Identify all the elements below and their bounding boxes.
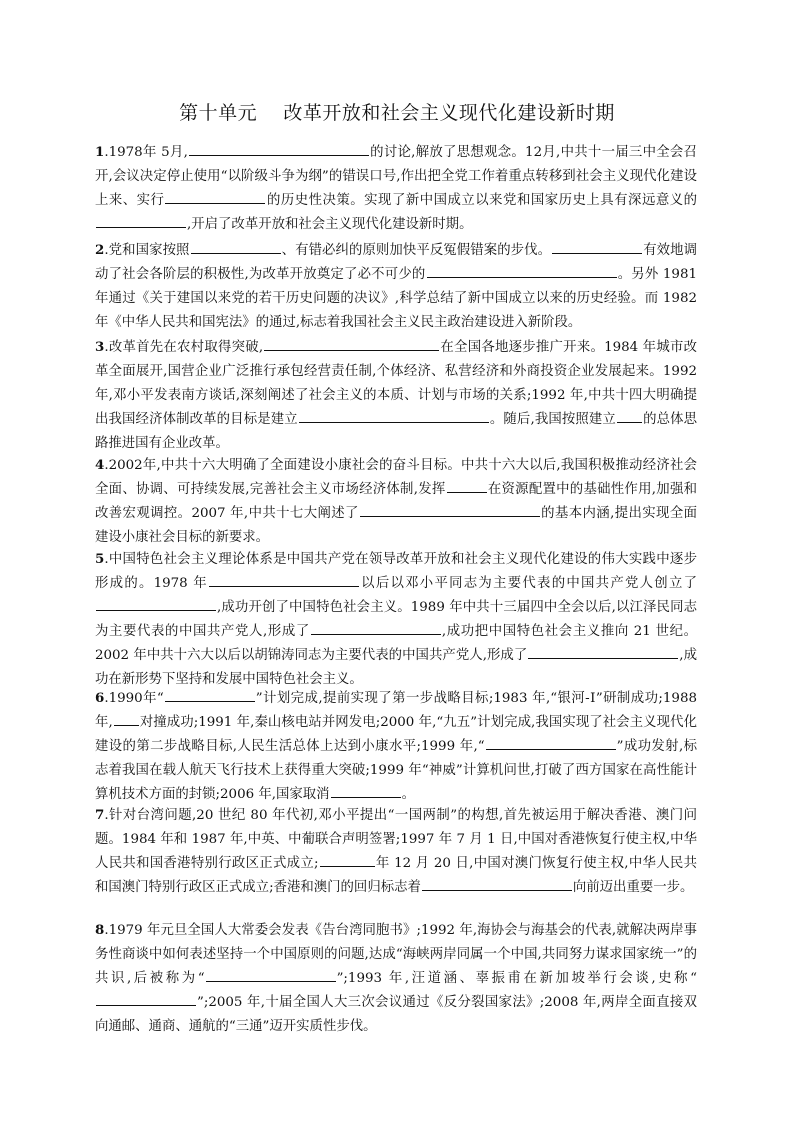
question-number: 6 (95, 690, 105, 706)
question-text: .针对台湾问题,20 世纪 80 年代初,邓小平提出“一国两制”的构想,首先被运用于解决香港、澳门问题。1984 年和 1987 年,中英、中葡联合声明签署;1997 年 7 月 1 日,中国对香港恢复行使主权,中华人民共和国香港特别行政区正式成立; (95, 808, 697, 871)
answer-blank[interactable] (427, 263, 617, 278)
page-title: 第十单元 改革开放和社会主义现代化建设新时期 (179, 102, 615, 124)
question-8 (95, 918, 697, 1039)
question-text: .改革首先在农村取得突破, (104, 340, 264, 355)
answer-blank[interactable] (320, 852, 375, 867)
question-text: 在资源配置中的基础性作用,加强和改善宏观调控。2007 年,中共十七大阐述了 (95, 482, 697, 521)
question-text: .中国特色社会主义理论体系是中国共产党在领导改革开放和社会主义现代化建设的伟大实践中逐步形成的。1978 年 (95, 552, 697, 591)
answer-blank[interactable] (165, 687, 255, 702)
question-text: .1979 年元旦全国人大常委会发表《告台湾同胞书》;1992 年,海协会与海基会的代表,就解决两岸事务性商谈中如何表述坚持一个中国原则的问题,达成“海峡两岸同属一个中国,共同努力谋求国家统一”的共识,后被称为“ (95, 923, 697, 986)
answer-blank[interactable] (96, 213, 186, 228)
question-3 (95, 335, 697, 456)
question-text: ,成功开创了中国特色社会主义。1989 年中共十三届四中全会以后,以江泽民同志为主要代表的中国共产党人,形成了 (95, 600, 697, 639)
question-text: 。 (401, 787, 415, 802)
question-text: .1990年“ (104, 691, 164, 706)
question-text: ,成功把中国特色社会主义推向 21 世纪。2002 年中共十六大以后以胡锦涛同志为主要代表的中国共产党人,形成了 (95, 624, 697, 663)
question-text: 以后以邓小平同志为主要代表的中国共产党人创立了 (359, 576, 697, 591)
question-text: ”计划完成,提前实现了第一步战略目标;1983 年,“银河-Ⅰ”研制成功;1988 年, (95, 691, 697, 730)
question-text: ”;1993 年,汪道涵、辜振甫在新加坡举行会谈,史称“ (336, 971, 697, 986)
question-number: 2 (95, 242, 105, 258)
question-text: .2002年,中共十六大明确了全面建设小康社会的奋斗目标。中共十六大以后,我国积极推动经济社会全面、协调、可持续发展,完善社会主义市场经济体制,发挥 (95, 458, 697, 497)
answer-blank[interactable] (209, 572, 359, 587)
question-7 (95, 803, 697, 900)
answer-blank[interactable] (191, 239, 281, 254)
question-5 (95, 547, 697, 692)
question-number: 3 (95, 339, 105, 355)
answer-blank[interactable] (552, 239, 642, 254)
question-text: ,开启了改革开放和社会主义现代化建设新时期。 (187, 217, 473, 232)
answer-blank[interactable] (114, 711, 139, 726)
question-4 (95, 453, 697, 550)
question-text: 年 12 月 20 日,中国对澳门恢复行使主权,中华人民共和国澳门特别行政区正式成立;香港和澳门的回归标志着 (95, 856, 698, 895)
question-text: ,成功在新形势下坚持和发展中国特色社会主义。 (95, 648, 697, 687)
question-1 (95, 140, 697, 237)
answer-blank[interactable] (311, 620, 441, 635)
question-text: 的总体思路推进国有企业改革。 (95, 412, 698, 451)
answer-blank[interactable] (331, 783, 401, 798)
answer-blank[interactable] (617, 408, 642, 423)
question-number: 5 (95, 551, 105, 567)
question-text: 在全国各地逐步推广开来。1984 年城市改革全面展开,国营企业广泛推行承包经营责任制,个体经济、私营经济和外商投资企业发展起来。1992 年,邓小平发表南方谈话,深刻阐述了社会主义的本质、计划与市场的关系;1992 年,中共十四大明确提出我国经济体制改革的目标是建立 (95, 340, 697, 427)
question-text: 有效地调动了社会各阶层的积极性,为改革开放奠定了必不可少的 (95, 243, 698, 282)
answer-blank[interactable] (360, 502, 540, 517)
question-text: 。另外 1981 年通过《关于建国以来党的若干历史问题的决议》,科学总结了新中国成立以来的历史经验。而 1982年《中华人民共和国宪法》的通过,标志着我国社会主义民主政治建设进入新阶段。 (95, 267, 697, 330)
answer-blank[interactable] (299, 408, 489, 423)
question-text: .党和国家按照 (104, 243, 190, 258)
answer-blank[interactable] (422, 876, 572, 891)
question-text: 的讨论,解放了思想观念。12月,中共十一届三中全会召开,会议决定停止使用“以阶级斗争为纲”的错误口号,作出把全党工作着重点转移到社会主义现代化建设上来、实行 (95, 145, 697, 208)
question-text: .1978年 5月, (104, 145, 188, 160)
answer-blank[interactable] (264, 336, 439, 351)
question-6 (95, 686, 697, 807)
question-text: 、有错必纠的原则加快平反冤假错案的步伐。 (281, 243, 552, 258)
answer-blank[interactable] (189, 141, 369, 156)
question-text: ”成功发射,标志着我国在载人航天飞行技术上获得重大突破;1999 年“神威”计算机问世,打破了西方国家在高性能计算机技术方面的封锁;2006 年,国家取消 (95, 739, 697, 802)
answer-blank[interactable] (96, 596, 216, 611)
question-number: 7 (95, 807, 105, 823)
answer-blank[interactable] (165, 189, 265, 204)
question-text: 的基本内涵,提出实现全面建设小康社会目标的新要求。 (95, 506, 697, 545)
answer-blank[interactable] (96, 991, 196, 1006)
question-number: 4 (95, 457, 105, 473)
answer-blank[interactable] (206, 967, 336, 982)
question-number: 1 (95, 144, 105, 160)
question-text: 。随后,我国按照建立 (489, 412, 616, 427)
question-text: 对撞成功;1991 年,秦山核电站并网发电;2000 年,“九五”计划完成,我国实现了社会主义现代化建设的第二步战略目标,人民生活总体上达到小康水平;1999 年,“ (95, 715, 697, 754)
answer-blank[interactable] (447, 478, 487, 493)
answer-blank[interactable] (486, 735, 616, 750)
question-text: ”;2005 年,十届全国人大三次会议通过《反分裂国家法》;2008 年,两岸全面直接双向通邮、通商、通航的“三通”迈开实质性步伐。 (95, 995, 697, 1034)
question-text: 向前迈出重要一步。 (572, 880, 694, 895)
answer-blank[interactable] (528, 644, 678, 659)
question-number: 8 (95, 922, 105, 938)
question-2 (95, 238, 697, 335)
question-text: 的历史性决策。实现了新中国成立以来党和国家历史上具有深远意义的 (266, 193, 698, 208)
